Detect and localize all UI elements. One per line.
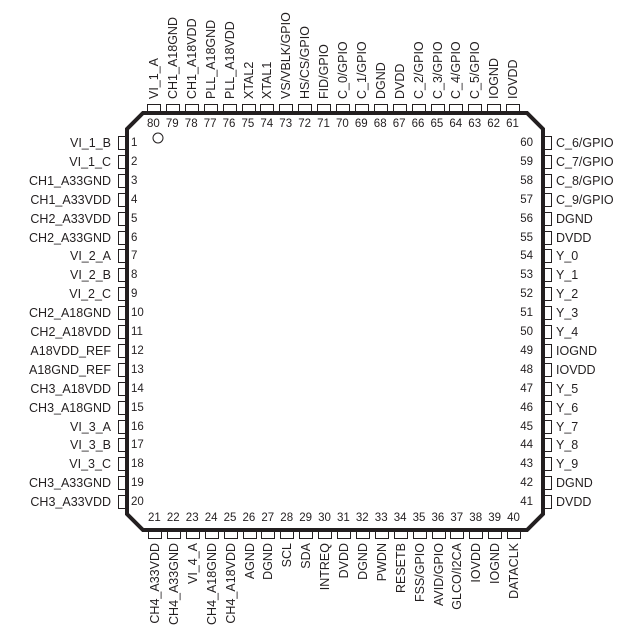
pin-pad (412, 104, 426, 112)
pin-number: 8 (131, 269, 138, 282)
pin-name: VI_3_A (69, 419, 111, 434)
pin-number: 19 (131, 477, 144, 490)
pin-pad (118, 363, 126, 377)
pin-number: 3 (131, 174, 138, 187)
pin-name: CH4_A18GND (204, 543, 219, 625)
pin-pad (242, 104, 256, 112)
pin-pad (544, 457, 552, 471)
pin-number: 36 (431, 512, 445, 524)
pin-pad (166, 104, 180, 112)
pin-name: Y_7 (556, 419, 579, 434)
pin-pad (118, 344, 126, 358)
pin-name: C_8/GPIO (556, 173, 614, 188)
pin-pad (205, 531, 219, 539)
pin-pad (356, 531, 370, 539)
pin-pad (544, 325, 552, 339)
pin-pad (224, 531, 238, 539)
pin-number: 72 (298, 118, 311, 130)
pin-name: FID/GPIO (317, 44, 332, 99)
pin-pad (118, 287, 126, 301)
pin-pad (167, 531, 181, 539)
pin-name: DGND (373, 62, 388, 99)
pin-number: 27 (261, 512, 275, 524)
pin-name: DGND (556, 476, 593, 491)
pin-number: 28 (280, 512, 294, 524)
pin-pad (544, 401, 552, 415)
pin-name: VI_2_B (69, 268, 111, 283)
pin-number: 69 (354, 118, 368, 130)
pin-name: C_2/GPIO (411, 41, 426, 99)
pin-name: CH2_A18VDD (30, 325, 111, 339)
pin-number: 74 (260, 118, 274, 130)
pin-pad (487, 104, 501, 112)
pin-pad (318, 531, 332, 539)
pin-number: 49 (520, 344, 533, 357)
pin-name: A18GND_REF (29, 362, 111, 377)
pin-number: 43 (520, 458, 533, 471)
pin-pad (544, 212, 552, 226)
pin-number: 2 (131, 155, 138, 168)
pin-pad (148, 531, 162, 539)
pin-number: 70 (336, 118, 349, 130)
pin-number: 32 (355, 512, 369, 524)
pin-name: VI_2_A (69, 249, 111, 264)
pin-pad (431, 104, 445, 112)
pin-number: 61 (506, 118, 519, 130)
pin-pad (261, 531, 275, 539)
pin-pad (204, 104, 218, 112)
pin-number: 56 (520, 212, 533, 225)
pin-pad (185, 104, 199, 112)
pin-name: Y_0 (556, 249, 579, 264)
pin-number: 41 (520, 496, 533, 509)
pin-pad (544, 193, 552, 207)
pin-number: 16 (131, 420, 144, 433)
pin-name: C_7/GPIO (556, 154, 614, 169)
pin-name: C_9/GPIO (556, 192, 614, 207)
pin-number: 22 (166, 512, 180, 524)
pin-name: VS/VBLK/GPIO (279, 12, 294, 99)
pin-pad (118, 457, 126, 471)
pin-name: VI_3_B (69, 438, 111, 453)
pin-number: 15 (131, 401, 144, 414)
pin-number: 59 (520, 155, 533, 168)
pin-name: CH1_A33GND (29, 173, 111, 188)
pin-name: IOGND (556, 343, 597, 358)
pin-number: 5 (131, 212, 138, 225)
pin-name: Y_3 (556, 306, 579, 321)
pin-number: 24 (204, 512, 218, 524)
pin-pad (393, 104, 407, 112)
pin-number: 46 (520, 401, 533, 414)
pin-name: DATACLK (507, 543, 522, 599)
pin-pad (118, 268, 126, 282)
pin-number: 76 (222, 118, 236, 130)
pin-name: C_3/GPIO (430, 41, 445, 99)
pin-pad (118, 495, 126, 509)
pin-name: PLL_A18VDD (222, 21, 237, 99)
pin-name: CH4_A33GND (166, 543, 181, 625)
pin-number: 31 (337, 512, 350, 524)
pin-pad (118, 193, 126, 207)
pin-number: 63 (468, 118, 482, 130)
pin-number: 54 (520, 250, 533, 263)
pin-number: 30 (318, 512, 331, 524)
pin-name: Y_4 (556, 325, 579, 339)
pin-number: 73 (279, 118, 293, 130)
pin-name: HS/CS/GPIO (298, 26, 313, 99)
pin-name: Y_6 (556, 400, 579, 415)
pin-pad (394, 531, 408, 539)
pin-pad (337, 531, 351, 539)
pin-number: 25 (223, 512, 237, 524)
pin-number: 37 (450, 512, 464, 524)
pin-pad (118, 231, 126, 245)
pin-pad (544, 249, 552, 263)
pin-number: 78 (184, 118, 198, 130)
pin-name: C_6/GPIO (556, 136, 614, 150)
pin-name: C_1/GPIO (354, 41, 369, 99)
pin-pad (507, 531, 521, 539)
pin-pad (544, 287, 552, 301)
pin-pad (118, 438, 126, 452)
pin-pad (298, 104, 312, 112)
pin-name: Y_9 (556, 457, 579, 472)
pin-name: DGND (355, 543, 370, 580)
pin-number: 42 (520, 477, 533, 490)
pin-name: IOGND (488, 543, 503, 584)
pin-number: 55 (520, 231, 533, 244)
pin-pad (468, 104, 482, 112)
pin-number: 48 (520, 363, 533, 376)
pin-pad (544, 174, 552, 188)
pin-pad (355, 104, 369, 112)
pin-name: DVDD (392, 63, 407, 99)
pin-name: CH1_A33VDD (30, 192, 111, 207)
pin-number: 44 (520, 439, 533, 452)
pin-pad (544, 344, 552, 358)
pin-pad (544, 495, 552, 509)
pin-name: CH3_A18GND (29, 400, 111, 415)
pin-pad (544, 420, 552, 434)
pin-pad (118, 249, 126, 263)
pin-name: A18VDD_REF (30, 343, 111, 358)
pin-name: VI_2_C (69, 287, 111, 302)
pin-pad (413, 531, 427, 539)
pin-pad (279, 104, 293, 112)
pin-pad (544, 155, 552, 169)
pin-name: CH1_A18VDD (184, 18, 199, 99)
pin-number: 21 (148, 512, 161, 524)
pin-number: 47 (520, 382, 533, 395)
pin-pad (260, 104, 274, 112)
pin-name: PLL_A18GND (203, 19, 218, 99)
pin-pad (544, 476, 552, 490)
pin-number: 33 (374, 512, 388, 524)
pin-number: 64 (449, 118, 463, 130)
pin-number: 79 (165, 118, 179, 130)
pin-number: 77 (203, 118, 217, 130)
pin-pad (544, 231, 552, 245)
pin-name: CH4_A18VDD (223, 543, 238, 624)
pin-name: IOVDD (469, 543, 484, 583)
pin-number: 12 (131, 344, 144, 357)
pin-number: 51 (520, 307, 533, 320)
pin-name: CH3_A33GND (29, 476, 111, 491)
pin-pad (118, 155, 126, 169)
pin-number: 39 (488, 512, 501, 524)
pin-pad (336, 104, 350, 112)
pin-number: 34 (393, 512, 407, 524)
pin-number: 66 (411, 118, 425, 130)
pin-name: Y_1 (556, 268, 579, 283)
pin-name: VI_4_A (185, 543, 200, 585)
pin-pad (118, 325, 126, 339)
pin-name: AGND (242, 543, 257, 580)
pin-number: 35 (412, 512, 426, 524)
pin-number: 62 (487, 118, 500, 130)
pin-number: 68 (373, 118, 387, 130)
pin-number: 53 (520, 269, 533, 282)
pin-name: INTREQ (318, 543, 333, 591)
pin-pad (469, 531, 483, 539)
pin-pad (544, 136, 552, 150)
pin-number: 7 (131, 250, 138, 263)
pin-pad (544, 438, 552, 452)
pin-pad (544, 306, 552, 320)
pin-number: 58 (520, 174, 533, 187)
pin-pad (374, 104, 388, 112)
pin-number: 80 (147, 118, 160, 130)
pin-number: 23 (185, 512, 199, 524)
pin-name: CH2_A33VDD (30, 211, 111, 226)
pin-name: DVDD (337, 543, 351, 579)
pin-name: PWDN (374, 543, 389, 582)
pin-number: 11 (131, 326, 143, 338)
pin-name: VI_1_C (69, 154, 111, 169)
pin-name: C_5/GPIO (468, 41, 483, 99)
pin-name: SDA (299, 543, 314, 569)
pin-number: 38 (469, 512, 483, 524)
pin-pad (544, 268, 552, 282)
pin-number: 50 (520, 326, 533, 338)
pin-name: FSS/GPIO (412, 543, 427, 603)
pin-name: XTAL1 (260, 61, 275, 99)
pin-name: C_0/GPIO (336, 41, 350, 99)
pin-name: VI_3_C (69, 457, 111, 472)
pin-number: 52 (520, 288, 533, 301)
pin-name: DGND (261, 543, 276, 580)
pin-name: CH1_A18GND (165, 17, 180, 99)
pin-number: 40 (507, 512, 520, 524)
pin-name: IOVDD (506, 59, 521, 99)
pin-number: 10 (131, 307, 144, 320)
pin-pad (186, 531, 200, 539)
pin-name: AVID/GPIO (431, 543, 446, 606)
pin-pad (118, 420, 126, 434)
pin-name: GLCO/I2CA (450, 543, 465, 610)
pin-name: CH2_A33GND (29, 230, 111, 245)
pin-number: 13 (131, 363, 144, 376)
pin-number: 20 (131, 496, 144, 509)
pin-pad (506, 104, 520, 112)
pin-pad (243, 531, 257, 539)
pin-number: 9 (131, 288, 138, 301)
pin-number: 4 (131, 193, 138, 206)
pin-name: CH4_A33VDD (148, 543, 162, 624)
pin-number: 45 (520, 420, 533, 433)
pin-number: 14 (131, 382, 144, 395)
pin-pad (118, 306, 126, 320)
pin-pad (118, 401, 126, 415)
pin-name: CH3_A18VDD (30, 381, 111, 396)
pin-number: 57 (520, 193, 533, 206)
pin-pad (450, 531, 464, 539)
pin-name: CH2_A18GND (29, 306, 111, 321)
pin-pad (299, 531, 313, 539)
pin-pad (544, 382, 552, 396)
pin-name: CH3_A33VDD (30, 495, 111, 510)
pin-pad (223, 104, 237, 112)
pin-number: 17 (131, 439, 144, 452)
pin-pad (118, 476, 126, 490)
pin-number: 6 (131, 231, 138, 244)
pin-pad (118, 174, 126, 188)
pin-pad (449, 104, 463, 112)
pin-name: VI_1_A (147, 57, 161, 99)
pin-pad (317, 104, 331, 112)
pin-pad (375, 531, 389, 539)
pin-number: 75 (241, 118, 255, 130)
pin-number: 67 (392, 118, 406, 130)
pin-name: RESETB (393, 543, 408, 594)
pin-number: 18 (131, 458, 144, 471)
pin-number: 26 (242, 512, 256, 524)
pin-name: Y_2 (556, 287, 579, 302)
pin-name: C_4/GPIO (449, 41, 464, 99)
pin-pad (118, 382, 126, 396)
pin-number: 65 (430, 118, 444, 130)
pin-name: IOGND (487, 58, 502, 99)
pin-name: DGND (556, 211, 593, 226)
pin-pad (432, 531, 446, 539)
pin-pad (488, 531, 502, 539)
pin-pad (118, 212, 126, 226)
pin-pad (147, 104, 161, 112)
pin-name: DVDD (556, 495, 592, 510)
pin-number: 1 (131, 137, 138, 149)
pin-pad (118, 136, 126, 150)
pin-number: 29 (299, 512, 312, 524)
pin-name: VI_1_B (69, 136, 111, 150)
pin-pad (280, 531, 294, 539)
pin-number: 71 (317, 118, 330, 130)
pin-name: Y_8 (556, 438, 579, 453)
pin-name: XTAL2 (241, 61, 256, 99)
pin-number: 60 (520, 137, 533, 149)
pin-name: DVDD (556, 230, 592, 245)
pin-name: SCL (280, 543, 295, 568)
pin-name: IOVDD (556, 362, 596, 377)
pin-pad (544, 363, 552, 377)
pin-name: Y_5 (556, 381, 579, 396)
